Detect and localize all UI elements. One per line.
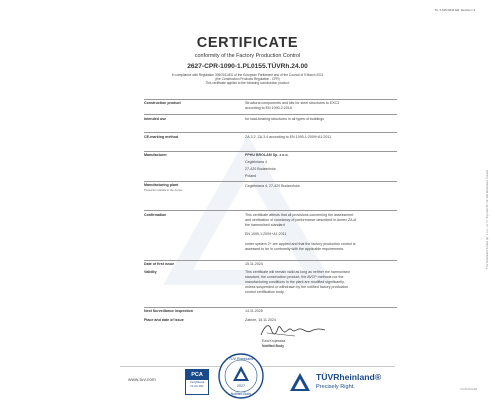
- divider: [144, 307, 397, 308]
- brand-name: TÜVRheinland®: [316, 372, 382, 382]
- plant-sublabel: Production details in the Annex: [144, 188, 183, 192]
- intended-use-label: Intended use: [144, 117, 167, 121]
- pca-accreditation-logo: [185, 369, 209, 395]
- notified-body-seal-icon: [217, 352, 265, 400]
- construction-product-value-2: according to EN 1090-2:2018: [245, 106, 292, 110]
- confirmation-text-2: and verification of constancy of performance described in Annex ZA of: [245, 218, 357, 222]
- construction-product-label: Construction product: [144, 101, 181, 105]
- seal-bottom-text: Notified Body: [230, 392, 252, 396]
- validity-text-3: manufacturing conditions in the plant are modified significantly,: [245, 280, 345, 284]
- website-link[interactable]: www.tuv.com: [128, 378, 156, 383]
- place-date-label: Place and date of issue: [144, 318, 184, 322]
- ce-marking-value: ZA.3.2, ZA.3.4 according to EN 1090-1:2009+A1:2011: [245, 135, 332, 139]
- confirmation-text-1: This certificate attests that all provisions concerning the assessment: [245, 213, 354, 217]
- side-legal-text: TÜV Rheinland Polska Sp. z o.o., ul. 17 Stycznia 56, 02-146 Warszawa, Poland: [486, 170, 489, 270]
- plant-label: Manufacturing plant: [144, 183, 179, 187]
- confirmation-text-3: the harmonised standard: [245, 223, 285, 227]
- confirmation-standard: EN 1090-1:2009+A1:2011: [245, 232, 287, 236]
- divider: [144, 181, 397, 182]
- first-issue-label: Date of first issue: [144, 262, 175, 266]
- divider: [144, 99, 397, 100]
- manufacturer-label: Manufacturer: [144, 153, 167, 157]
- manufacturer-street: Cegielniana 4: [245, 160, 267, 164]
- place-date-value: Zabrze, 15.11.2024: [245, 318, 276, 322]
- manufacturer-country: Poland: [245, 174, 257, 178]
- validity-label: Validity: [144, 270, 157, 274]
- seal-top-text: TÜV Rheinland: [228, 357, 254, 361]
- confirmation-label: Confirmation: [144, 213, 167, 217]
- ce-marking-label: CE-marking method: [144, 135, 179, 139]
- certificate-number: 2627-CPR-1090-1.PL0155.TÜVRh.24.00: [187, 63, 308, 70]
- divider: [144, 210, 397, 211]
- footer-code: CN 20 M-04 ER: [460, 388, 477, 391]
- confirmation-text-5: assessed to be in conformity with the applicable requirements.: [245, 247, 345, 251]
- divider: [144, 260, 397, 261]
- construction-product-value-1: Structural components and kits for steel structures to EXC3: [245, 101, 340, 105]
- divider: [144, 114, 397, 115]
- manufacturer-name: PPHU BROLAM Sp. z o.o.: [245, 153, 289, 157]
- tuv-triangle-logo-icon: [289, 372, 311, 392]
- intro-regulation: In compliance with Regulation 305/2011/EU of the European Parliament and of the Council of 9 March 2011: [171, 73, 324, 77]
- certificate-title: CERTIFICATE: [196, 35, 299, 51]
- validity-text-5: control certification body.: [245, 290, 285, 294]
- first-issue-value: 15.11.2024: [245, 262, 263, 266]
- signer-name: Ewa Krojewska: [262, 339, 286, 343]
- certificate-subtitle: conformity of the Factory Production Control: [194, 53, 301, 59]
- signature-image: [255, 319, 335, 341]
- confirmation-text-4: under system 2+ are applied and that the factory production control is: [245, 242, 356, 246]
- validity-text-4: unless suspended or withdrawn by the notified factory production: [245, 285, 349, 289]
- divider: [144, 151, 397, 152]
- validity-text-2: standard, the construction product, the AVCP methods nor the: [245, 275, 344, 279]
- pca-logo-text: PCA: [186, 370, 208, 380]
- intro-cpr: (the Construction Products Regulation - CPR): [215, 77, 280, 81]
- next-surveillance-label: Next Surveillance inspection: [144, 309, 193, 313]
- seal-year: 2027: [237, 384, 245, 388]
- pca-sub-2: Nr AC 063: [190, 384, 204, 388]
- divider: [144, 132, 397, 133]
- document-reference: TC-T-SW-0844 ER, Revision 4: [434, 8, 475, 12]
- plant-value: Cegielniana 4, 27-420 Bodzechów: [245, 184, 300, 188]
- brand-tagline: Precisely Right.: [316, 384, 355, 390]
- signer-role: Notified Body: [262, 344, 285, 348]
- pca-sub-1: Certyfikacja: [189, 380, 205, 384]
- next-surveillance-value: 14.11.2025: [245, 309, 263, 313]
- validity-text-1: This certificate will remain valid as long as neither the harmonised: [245, 270, 350, 274]
- intended-use-value: for load-bearing structures in all types of buildings: [245, 117, 325, 121]
- manufacturer-city: 27-420 Bodzechów: [245, 167, 276, 171]
- intro-applies: This certificate applies to the following construction product:: [205, 81, 290, 85]
